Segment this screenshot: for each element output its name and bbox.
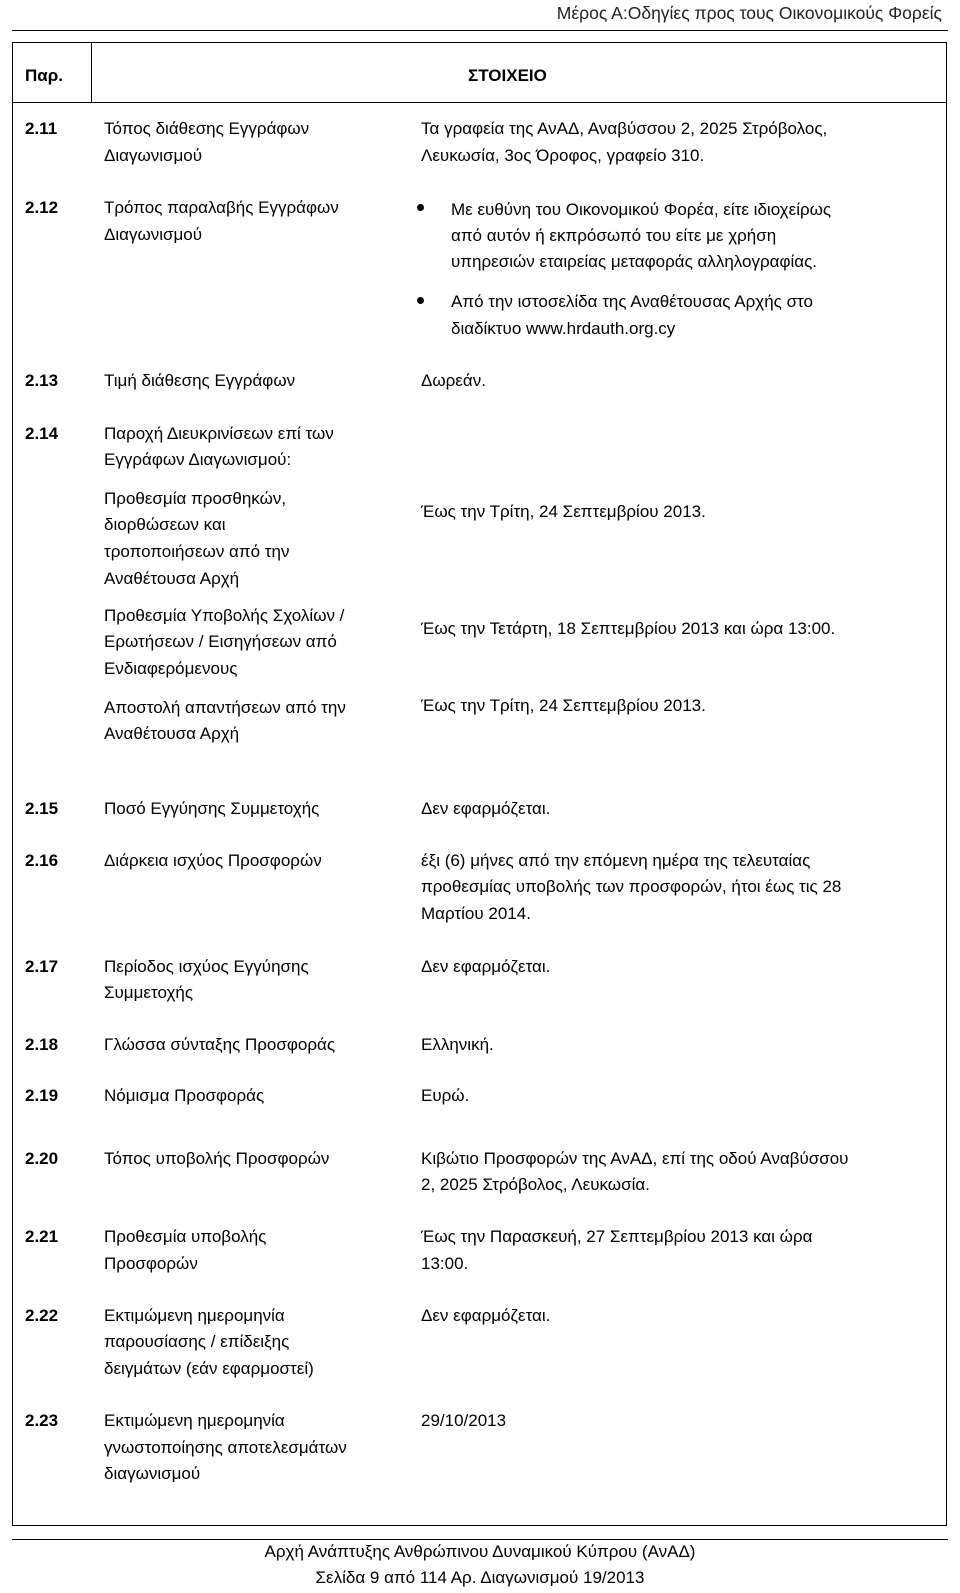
row-label: Προθεσμία υποβολής — [104, 1227, 267, 1246]
bullet-text: Με ευθύνη του Οικονομικού Φορέα, είτε ιδιοχείρως — [451, 200, 832, 219]
row-label: Εκτιμώμενη ημερομηνία — [104, 1411, 285, 1430]
row-label: Νόμισμα Προσφοράς — [104, 1086, 265, 1105]
row-label: Διαγωνισμού — [104, 225, 203, 244]
row-number: 2.20 — [25, 1149, 59, 1168]
column-header-num: Παρ. — [25, 66, 63, 85]
row-value: Ελληνική. — [421, 1035, 494, 1054]
row-number: 2.19 — [25, 1086, 59, 1105]
row-label: Γλώσσα σύνταξης Προσφοράς — [104, 1035, 336, 1054]
row-number: 2.14 — [25, 424, 59, 443]
bullet-text: διαδίκτυο www.hrdauth.org.cy — [451, 319, 676, 338]
row-label: Εγγράφων Διαγωνισμού: — [104, 450, 292, 469]
sub-value: Έως την Τρίτη, 24 Σεπτεμβρίου 2013. — [421, 696, 706, 715]
row-value: Λευκωσία, 3ος Όροφος, γραφείο 310. — [421, 146, 705, 165]
bullet-icon — [417, 204, 424, 211]
sub-label: τροποποιήσεων από την — [104, 542, 290, 561]
row-label: Τιμή διάθεσης Εγγράφων — [104, 371, 296, 390]
row-label: παρουσίασης / επίδειξης — [104, 1332, 290, 1351]
section-title: Μέρος Α:Οδηγίες προς τους Οικονομικούς Φορείς — [556, 3, 942, 23]
sub-label: Αναθέτουσα Αρχή — [104, 724, 240, 743]
row-number: 2.17 — [25, 957, 59, 976]
row-label: Διαγωνισμού — [104, 146, 203, 165]
row-value: Δεν εφαρμόζεται. — [421, 957, 551, 976]
row-label: Τόπος υποβολής Προσφορών — [104, 1149, 330, 1168]
row-value: Μαρτίου 2014. — [421, 904, 531, 923]
row-value: Τα γραφεία της ΑνΑΔ, Αναβύσσου 2, 2025 Στρόβολος, — [421, 119, 828, 138]
row-label: Εκτιμώμενη ημερομηνία — [104, 1306, 285, 1325]
sub-label: Ενδιαφερόμενους — [104, 659, 238, 678]
bullet-text: υπηρεσιών εταιρείας μεταφοράς αλληλογραφίας. — [451, 252, 818, 271]
footer-page-info: Σελίδα 9 από 114 Αρ. Διαγωνισμού 19/2013 — [315, 1568, 645, 1587]
sub-value: Έως την Τετάρτη, 18 Σεπτεμβρίου 2013 και ώρα 13:00. — [421, 619, 836, 638]
row-value: προθεσμίας υποβολής των προσφορών, ήτοι έως τις 28 — [421, 877, 842, 896]
row-value: Κιβώτιο Προσφορών της ΑνΑΔ, επί της οδού Αναβύσσου — [421, 1149, 849, 1168]
sub-label: Αναθέτουσα Αρχή — [104, 569, 240, 588]
row-label: δειγμάτων (εάν εφαρμοστεί) — [104, 1359, 314, 1378]
row-number: 2.23 — [25, 1411, 59, 1430]
row-value: 13:00. — [421, 1254, 469, 1273]
sub-label: Αποστολή απαντήσεων από την — [104, 698, 346, 717]
row-value: Έως την Παρασκευή, 27 Σεπτεμβρίου 2013 και ώρα — [421, 1227, 813, 1246]
row-label: Παροχή Διευκρινίσεων επί των — [104, 424, 334, 443]
bullet-text: από αυτόν ή εκπρόσωπό του είτε με χρήση — [451, 226, 777, 245]
row-value: Δεν εφαρμόζεται. — [421, 799, 551, 818]
row-label: Συμμετοχής — [104, 983, 194, 1002]
row-label: Προσφορών — [104, 1254, 198, 1273]
row-number: 2.21 — [25, 1227, 59, 1246]
bullet-icon — [417, 297, 424, 304]
sub-value: Έως την Τρίτη, 24 Σεπτεμβρίου 2013. — [421, 502, 706, 521]
column-header-rule — [12, 102, 947, 103]
row-value: Ευρώ. — [421, 1086, 470, 1105]
row-label: Τρόπος παραλαβής Εγγράφων — [104, 198, 339, 217]
row-value: Δεν εφαρμόζεται. — [421, 1306, 551, 1325]
row-label: διαγωνισμού — [104, 1464, 201, 1483]
header-rule — [12, 30, 948, 31]
row-value: Δωρεάν. — [421, 371, 486, 390]
footer-organization: Αρχή Ανάπτυξης Ανθρώπινου Δυναμικού Κύπρου (ΑνΑΔ) — [264, 1542, 696, 1561]
sub-label: διορθώσεων και — [104, 515, 226, 534]
sub-label: Ερωτήσεων / Εισηγήσεων από — [104, 632, 337, 651]
column-header-item: ΣΤΟΙΧΕΙΟ — [468, 66, 547, 85]
row-label: Διάρκεια ισχύος Προσφορών — [104, 851, 322, 870]
row-label: Περίοδος ισχύος Εγγύησης — [104, 957, 309, 976]
row-value: 29/10/2013 — [421, 1411, 507, 1430]
bullet-text: Από την ιστοσελίδα της Αναθέτουσας Αρχής στο — [451, 292, 813, 311]
row-value: έξι (6) μήνες από την επόμενη ημέρα της τελευταίας — [421, 851, 811, 870]
row-label: Τόπος διάθεσης Εγγράφων — [104, 119, 310, 138]
row-label: γνωστοποίησης αποτελεσμάτων — [104, 1438, 347, 1457]
row-value: 2, 2025 Στρόβολος, Λευκωσία. — [421, 1175, 650, 1194]
row-number: 2.13 — [25, 371, 59, 390]
row-number: 2.18 — [25, 1035, 59, 1054]
column-divider — [91, 42, 92, 102]
row-number: 2.16 — [25, 851, 59, 870]
row-number: 2.22 — [25, 1306, 59, 1325]
sub-label: Προθεσμία Υποβολής Σχολίων / — [104, 606, 345, 625]
row-label: Ποσό Εγγύησης Συμμετοχής — [104, 799, 320, 818]
row-number: 2.11 — [25, 119, 58, 138]
row-number: 2.15 — [25, 799, 59, 818]
row-number: 2.12 — [25, 198, 59, 217]
sub-label: Προθεσμία προσθηκών, — [104, 489, 287, 508]
